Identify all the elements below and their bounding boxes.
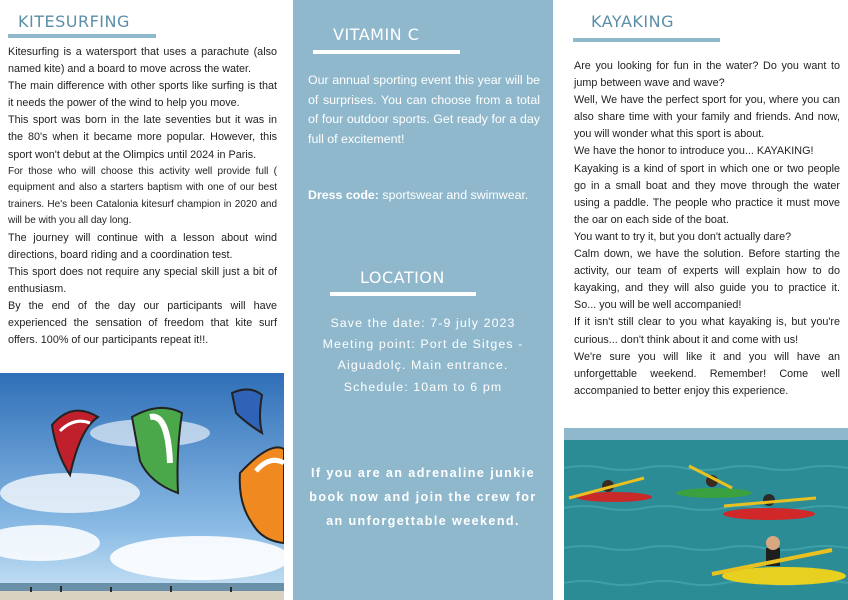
kayaking-paragraph: We're sure you will like it and you will have an unforgettable weekend. Remember! Come well accompanied to better enjoy this experience.: [574, 350, 840, 397]
kayaking-title-underline: [573, 38, 720, 42]
kayaking-paragraph: Well, We have the perfect sport for you, where you can also share time with your family and friends. And now, you will wonder what this sport is about.: [574, 94, 840, 141]
kitesurfing-paragraph: Kitesurfing is a watersport that uses a parachute (also named kite) and a board to move across the water.: [8, 46, 277, 76]
kitesurfing-paragraph: This sport was born in the late seventies but it was in the 80's when it became more popular. However, this sport won't debut at the Olimpics until 2024 in Paris.: [8, 114, 277, 161]
kayaking-paragraph: You want to try it, but you don't actually dare?: [574, 230, 792, 243]
location-line: Meeting point: Port de Sitges -: [322, 337, 524, 352]
event-info-panel: [293, 0, 553, 600]
dress-code-value: sportswear and swimwear.: [378, 188, 529, 202]
dress-code-label: Dress code:: [308, 188, 379, 202]
kayaking-paragraph: We have the honor to introduce you... KAYAKING!: [574, 145, 814, 158]
location-line: Aiguadolç. Main entrance.: [337, 358, 509, 373]
cta-line: book now and join the crew for: [309, 490, 537, 504]
vitamin-c-title: VITAMIN C: [333, 25, 420, 44]
kayaking-body: [574, 58, 840, 400]
kitesurfing-paragraph: The main difference with other sports like surfing is that it needs the power of the wind to help you move.: [8, 80, 277, 110]
location-title-underline: [330, 292, 476, 296]
cta-line: an unforgettable weekend.: [326, 514, 520, 528]
location-line: Save the date: 7-9 july 2023: [330, 316, 516, 330]
location-title: LOCATION: [360, 268, 445, 287]
kitesurfing-body: [8, 44, 277, 349]
kitesurf-photo-icon: [0, 373, 284, 600]
kayaking-paragraph: Are you looking for fun in the water? Do you want to jump between wave and wave?: [574, 60, 840, 90]
kayaking-paragraph: Kayaking is a kind of sport in which one or two people go in a small boat and they move through the water using a paddle. The people who practice it must move the oar on each side of the boat.: [574, 162, 840, 226]
kayak-photo-icon: [564, 428, 848, 600]
cta-line: If you are an adrenaline junkie: [311, 466, 535, 480]
location-details: [303, 313, 543, 398]
vitamin-c-title-underline: [313, 50, 460, 54]
dress-code: [308, 186, 548, 205]
call-to-action: [298, 461, 548, 533]
kitesurfing-paragraph: By the end of the day our participants will have experienced the sensation of freedom that kite surf offers. 100% of our participants repeat it!!.: [8, 300, 277, 347]
location-line: Schedule: 10am to 6 pm: [343, 379, 503, 394]
kayaking-paragraph: Calm down, we have the solution. Before starting the activity, our team of experts will explain how to do kayaking, and they will also guide you to practice it. So... you will be well accompanied!: [574, 248, 840, 312]
kitesurfing-title-underline: [8, 34, 156, 38]
event-intro: Our annual sporting event this year will be of surprises. You can choose from a total of four outdoor sports. Get ready for a day full of excitement!: [308, 73, 540, 146]
kitesurfing-paragraph: This sport does not require any special skill just a bit of enthusiasm.: [8, 265, 277, 295]
kitesurfing-paragraph: For those who will choose this activity well provide full ( equipment and also a starters baptism with one of our best trainers. He's been Catalonia kitesurf champion in 2020 and will be with you all day long.: [8, 165, 277, 227]
kayaking-paragraph: If it isn't still clear to you what kayaking is, but you're curious... don't think about it and come with us!: [574, 316, 840, 346]
kayaking-title: KAYAKING: [591, 12, 674, 31]
kitesurfing-title: KITESURFING: [18, 12, 130, 31]
kitesurfing-paragraph: The journey will continue with a lesson about wind directions, board riding and a coordination test.: [8, 231, 277, 261]
